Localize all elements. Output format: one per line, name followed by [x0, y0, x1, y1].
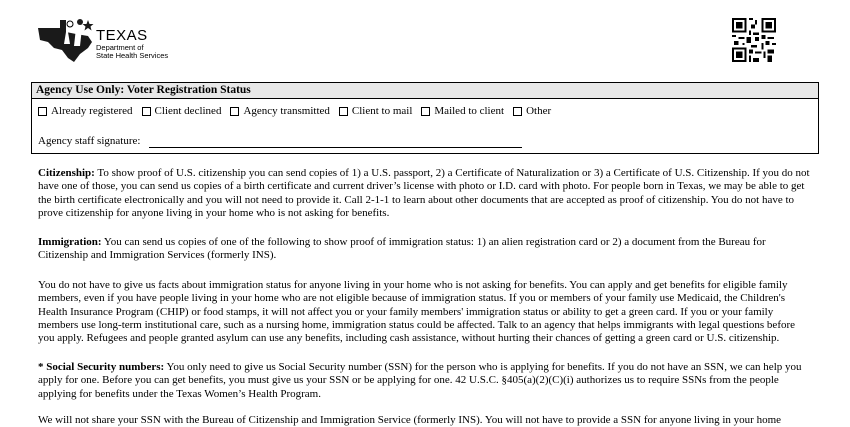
checkbox[interactable] — [38, 107, 47, 116]
option-client-to-mail[interactable]: Client to mail — [339, 105, 413, 117]
dshs-logo — [36, 18, 186, 66]
signature-field[interactable] — [149, 147, 522, 148]
ssn-heading: * Social Security numbers: — [38, 361, 165, 373]
logo-state: TEXAS — [96, 27, 148, 44]
checkbox[interactable] — [339, 107, 348, 116]
agency-use-box — [31, 82, 819, 154]
signature-label: Agency staff signature: — [38, 135, 141, 147]
option-agency-transmitted[interactable]: Agency transmitted — [230, 105, 329, 117]
checkbox[interactable] — [142, 107, 151, 116]
option-other[interactable]: Other — [513, 105, 551, 117]
citizenship-paragraph: Citizenship: To show proof of U.S. citizenship you can send copies of 1) a U.S. passport, 2) a Certificate of Naturalization or 3) a Certificate of U.S. Citizenship. If you do not have one of those, you can send us copies of a birth certificate and current driver’s license with photo or I.D. card with photo. For people born in Texas, we may be able to get the birth certificate electronically and you will not need to provide it. Call 2-1-1 to learn about other documents that are accepted as proof of citizenship. You do not have to prove citizenship for anyone living in your home who is not asking for benefits. — [38, 167, 810, 219]
ssn-paragraph: * Social Security numbers: You only need to give us Social Security number (SSN) for the person who is applying for benefits. If you do not have an SSN, we can help you apply for one. Before you can get benefits, you must give us your SSN or be applying for one. 42 U.S.C. §405(a)(2)(C)(i) authorizes us to require SSNs from the people applying for benefits under the Texas Women’s Health Program. — [38, 361, 802, 400]
option-already-registered[interactable]: Already registered — [38, 105, 133, 117]
option-client-declined[interactable]: Client declined — [142, 105, 222, 117]
checkbox[interactable] — [230, 107, 239, 116]
texas-map-people-icon — [36, 18, 96, 64]
voter-status-options — [38, 105, 560, 117]
ssn-sharing-paragraph: We will not share your SSN with the Bureau of Citizenship and Immigration Service (formerly INS). You will not have to provide a SSN for anyone living in your home — [38, 414, 782, 426]
checkbox[interactable] — [421, 107, 430, 116]
checkbox[interactable] — [513, 107, 522, 116]
citizenship-heading: Citizenship: — [38, 167, 95, 179]
option-mailed-to-client[interactable]: Mailed to client — [421, 105, 504, 117]
agency-box-title: Agency Use Only: Voter Registration Status — [32, 83, 818, 99]
qr-code-icon — [732, 18, 776, 62]
immigration-heading: Immigration: — [38, 236, 102, 248]
immigration-paragraph: Immigration: You can send us copies of one of the following to show proof of immigration status: 1) an alien registration card or 2) a document from the Bureau for Citizenship and Immigration Services (formerly INS). — [38, 236, 766, 262]
immigration-status-paragraph: You do not have to give us facts about immigration status for anyone living in your home who is not asking for benefits. You can apply and get benefits for eligible family members, even if you have people living in your home who are not eligible because of immigration status. If you or members of your family use Medicaid, the Children's Health Insurance Program (CHIP) or food stamps, it will not affect you or your family members' immigration status or ability to get a green card. If you or your family members use long-term institutional care, such as a nursing home, immigration status could be affected. Talk to an agency that helps immigrants with legal questions before you apply. Refugees and people granted asylum can use any benefits, including cash assistance, without hurting their chances of getting a green card or U.S. citizenship. — [38, 279, 796, 345]
logo-department: Department of State Health Services — [96, 43, 169, 60]
